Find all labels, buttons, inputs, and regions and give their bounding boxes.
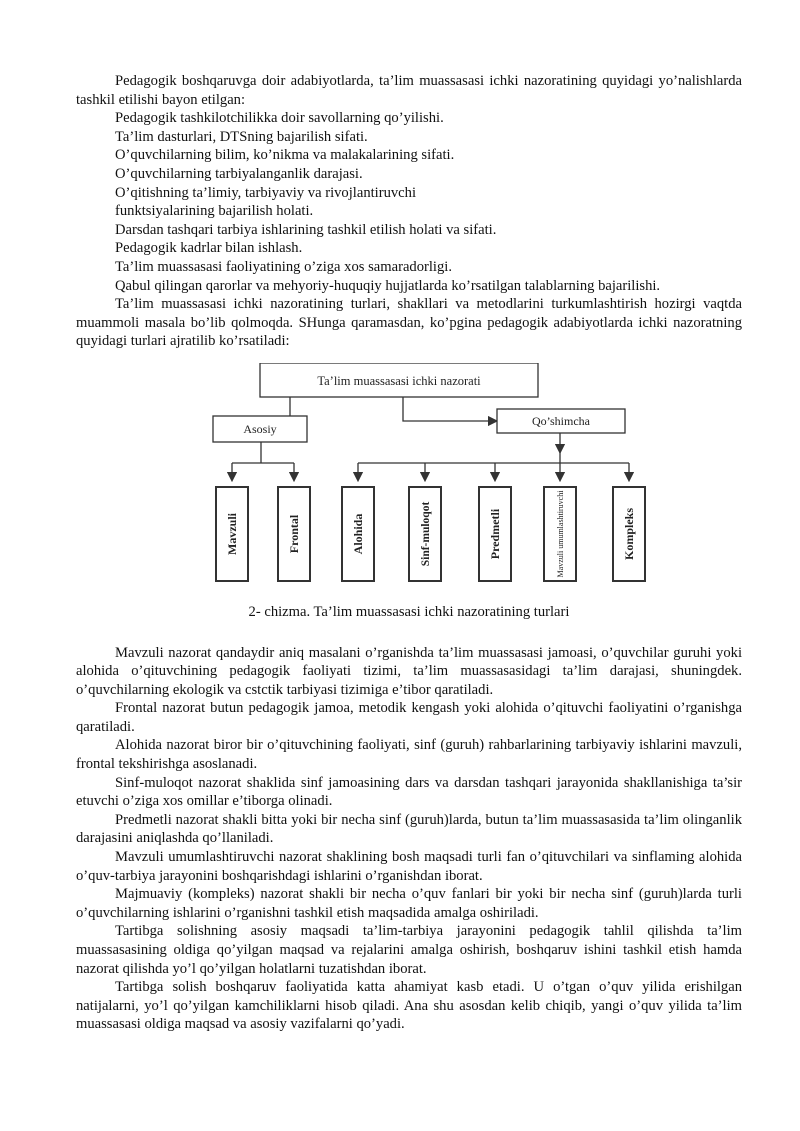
list-item: Qabul qilingan qarorlar va mehyoriy-huquqiy hujjatlarda ko’rsatilgan talablarning bajarilishi. [115,277,661,294]
control-types-diagram [76,363,742,595]
paragraph: Majmuaviy (kompleks) nazorat shakli bir necha o’quv fanlari bir yoki bir necha sinf (guruh)larda turli o’quvchilarning ishlarini o’rganishni tashkil etish maqsadida amalga oshiriladi. [76,886,742,921]
intro-paragraph: Pedagogik boshqaruvga doir adabiyotlarda, ta’lim muassasasi ichki nazoratining quyidagi yo’nalishlarda tashkil etilishi bayon etilgan: [76,73,742,108]
directions-list [76,109,742,295]
frontal-label: Frontal [287,514,301,554]
paragraph: Alohida nazorat biror bir o’qituvchining faoliyati, sinf (guruh) rahbarlarining tarbiyaviy ishlarini mavzuli, frontal tekshirishga asoslanadi. [76,737,742,773]
paragraph: Frontal nazorat butun pedagogik jamoa, metodik kengash yoki alohida o’qituvchi faoliyatini o’rganishga qaratiladi. [76,700,742,735]
figure-caption: 2- chizma. Ta’lim muassasasi ichki nazoratining turlari [248,603,570,620]
list-item: Pedagogik kadrlar bilan ishlash. [115,240,303,257]
mavzuli-label: Mavzuli [225,512,239,555]
list-item: O’quvchilarning bilim, ko’nikma va malakalarining sifati. [115,147,455,164]
paragraph: Sinf-muloqot nazorat shaklida sinf jamoasining dars va darsdan tashqari jarayonida shakllanishiga ta’sir etuvchi o’ziga xos omillar e’tiborga olinadi. [76,774,742,810]
root-label: Ta’lim muassasasi ichki nazorati [317,373,481,388]
list-item: Pedagogik tashkilotchilikka doir savollarning qo’yilishi. [115,110,444,127]
document-page [76,72,742,1034]
paragraph: Tartibga solish boshqaruv faoliyatida katta ahamiyat kasb etadi. U o’tgan o’quv yilida erishilgan natijalarni, yo’l qo’yilgan kamchiliklarni hisob qiladi. Ana shu asosdan kelib chiqib, yangi o’quv yilida ta’lim muassasasi oldiga maqsad va asosiy vazifalarni qo’yadi. [76,979,742,1033]
list-item: Ta’lim muassasasi faoliyatining o’ziga xos samaradorligi. [115,258,452,275]
diagram-svg [76,363,742,595]
predmetli-label: Predmetli [488,508,502,560]
qoshimcha-label: Qo’shimcha [532,413,590,428]
list-item: O’quvchilarning tarbiyalanganlik darajasi. [115,165,363,182]
kompleks-label: Kompleks [622,507,636,560]
paragraph: Mavzuli umumlashtiruvchi nazorat shaklining bosh maqsadi turli fan o’qituvchilari va sinflaming alohida o’quv-tarbiya jarayonini boshqarishdagi ishlarini o’rganishdan iborat. [76,849,742,884]
paragraph: Predmetli nazorat shakli bitta yoki bir necha sinf (guruh)larda, butun ta’lim muassasasida ta’lim olinganlik darajasini aniqlashda qo’llaniladi. [76,811,742,847]
body-paragraphs [76,644,742,1034]
alohida-label: Alohida [351,513,365,555]
sinf-muloqot-label: Sinf-muloqot [420,501,432,567]
mavzuli-umumlashtiruvchi-label: Mavzuli umumlashtiruvchi [556,490,565,578]
list-item: O’qitishning ta’limiy, tarbiyaviy va rivojlantiruvchi [115,184,417,201]
paragraph: Mavzuli nazorat qandaydir aniq masalani o’rganishda ta’lim muassasasi jamoasi, o’quvchilar guruhi yoki alohida o’qituvchining pedagogik faoliyati tizimi, ta’lim muassasasidagi ta’lim darajasi, shuningdek. o’quvchilarning ekologik va cstctik tarbiyasi tizimiga e’tibor qaratiladi. [76,644,742,698]
asosiy-label: Asosiy [243,421,277,436]
list-item: funktsiyalarining bajarilish holati. [115,203,314,220]
paragraph: Tartibga solishning asosiy maqsadi ta’lim-tarbiya jarayonini pedagogik tahlil qilishda ta’lim muassasasining oldiga qo’yilgan maqsad va rejalarini amalga oshirish, boshqaruv ishini tashkil etish hamda nazorat qilishda yo’l qo’yilgan holatlarni tuzatishdan iborat. [76,923,742,977]
list-item: Darsdan tashqari tarbiya ishlarining tashkil etilish holati va sifati. [115,221,497,238]
types-paragraph: Ta’lim muassasasi ichki nazoratining turlari, shakllari va metodlarini turkumlashtirish hozirgi vaqtda muammoli masala bo’lib qolmoqda. SHunga qaramasdan, ko’pgina pedagogik adabiyotlarda ichki nazoratning quyidagi turlari ajratilib ko’rsatiladi: [76,296,742,350]
list-item: Ta’lim dasturlari, DTSning bajarilish sifati. [115,128,368,145]
